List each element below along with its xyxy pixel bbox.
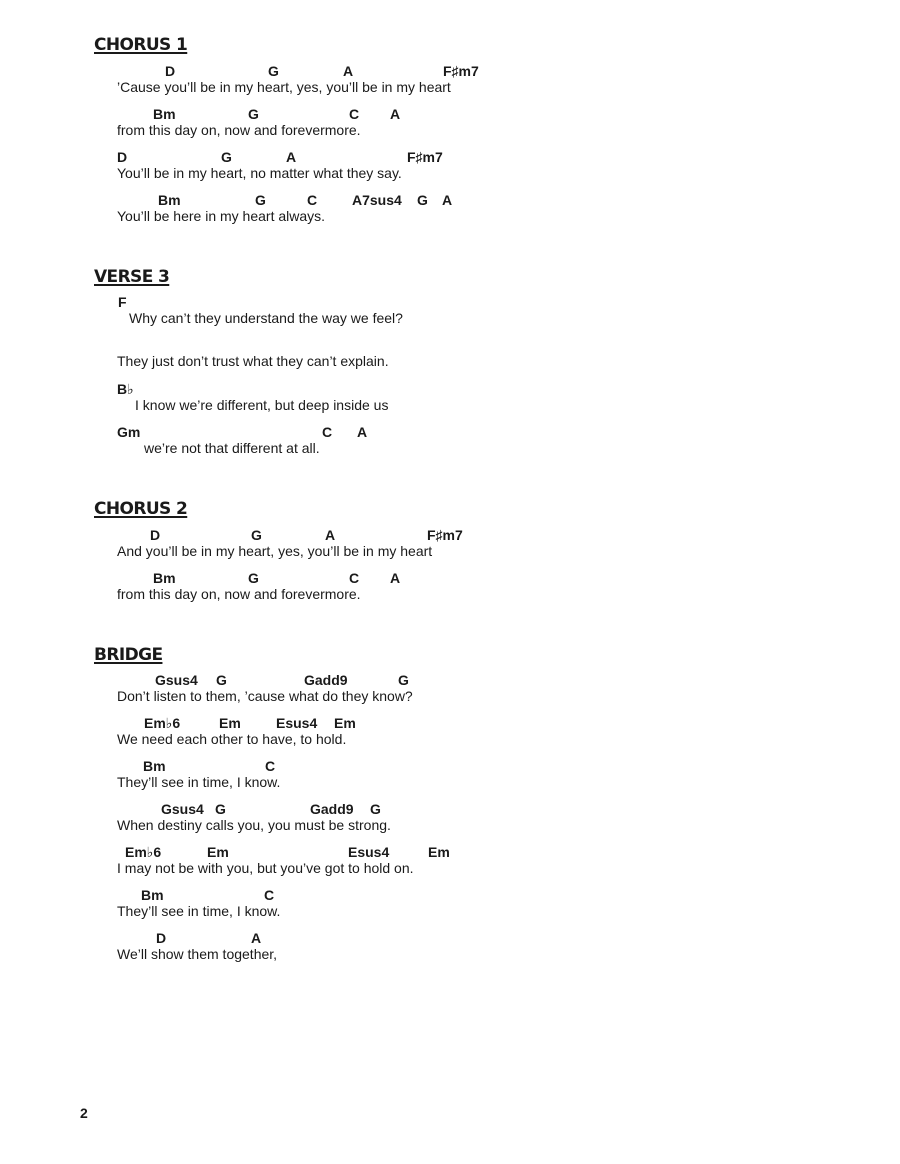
chord: A: [325, 527, 336, 543]
section-heading-chorus-2: CHORUS 2: [94, 499, 188, 519]
song-line: [0, 570, 900, 602]
chord: D: [117, 149, 128, 165]
chord: Gadd9: [310, 801, 354, 817]
chord: G: [370, 801, 381, 817]
chord: A: [286, 149, 297, 165]
chord: Esus4: [276, 715, 318, 731]
song-line: [0, 381, 900, 413]
section-heading-verse-3: VERSE 3: [94, 267, 170, 287]
chord: G: [268, 63, 279, 79]
chord: G: [417, 192, 428, 208]
chord: Em: [428, 844, 450, 860]
song-line: [0, 424, 900, 456]
lyric-line: from this day on, now and forevermore.: [117, 586, 361, 602]
chord: Bm: [158, 192, 181, 208]
chord: F♯m7: [427, 527, 463, 543]
chord: Bm: [153, 106, 176, 122]
lyric-line: Why can’t they understand the way we feel?: [129, 310, 403, 326]
lyric-line: from this day on, now and forevermore.: [117, 122, 361, 138]
chord: Bm: [143, 758, 166, 774]
lyric-line: ’Cause you’ll be in my heart, yes, you’ll be in my heart: [117, 79, 451, 95]
chord: A7sus4: [352, 192, 402, 208]
chord: Gadd9: [304, 672, 348, 688]
chord: B♭: [117, 381, 134, 397]
chord: G: [248, 106, 259, 122]
lyric-line: We’ll show them together,: [117, 946, 278, 962]
lyric-line: When destiny calls you, you must be strong.: [117, 817, 391, 833]
chord: G: [398, 672, 409, 688]
chord: F♯m7: [443, 63, 479, 79]
song-line: [0, 527, 900, 559]
chord: G: [215, 801, 226, 817]
lyric-line: They’ll see in time, I know.: [117, 903, 281, 919]
chord: A: [343, 63, 354, 79]
chord: Gsus4: [161, 801, 204, 817]
song-line: [0, 337, 900, 369]
chord: D: [156, 930, 167, 946]
chord: G: [221, 149, 232, 165]
chord: G: [248, 570, 259, 586]
chord: C: [307, 192, 318, 208]
song-line: [0, 672, 900, 704]
chord: Esus4: [348, 844, 390, 860]
chord: G: [251, 527, 262, 543]
chord: C: [264, 887, 275, 903]
chord: Gsus4: [155, 672, 198, 688]
chord: A: [442, 192, 453, 208]
section-heading-bridge: BRIDGE: [94, 645, 163, 665]
song-line: [0, 149, 900, 181]
section-heading-chorus-1: CHORUS 1: [94, 35, 188, 55]
lyric-line: They’ll see in time, I know.: [117, 774, 281, 790]
chord: A: [390, 106, 401, 122]
chord: Bm: [141, 887, 164, 903]
chord: C: [265, 758, 276, 774]
song-line: [0, 887, 900, 919]
song-line: [0, 715, 900, 747]
chord: C: [349, 106, 360, 122]
chord: G: [216, 672, 227, 688]
chord: A: [390, 570, 401, 586]
chord: Em: [334, 715, 356, 731]
chord: F: [118, 294, 127, 310]
song-line: [0, 294, 900, 326]
page-number: 2: [80, 1105, 88, 1121]
lyric-line: I know we’re different, but deep inside us: [135, 397, 389, 413]
chord: G: [255, 192, 266, 208]
chord: F♯m7: [407, 149, 443, 165]
lyric-line: we’re not that different at all.: [144, 440, 320, 456]
chord: Em♭6: [144, 715, 181, 731]
lyric-line: You’ll be here in my heart always.: [117, 208, 326, 224]
song-line: [0, 758, 900, 790]
lyric-line: And you’ll be in my heart, yes, you’ll be in my heart: [117, 543, 433, 559]
lyric-line: We need each other to have, to hold.: [117, 731, 347, 747]
chord: C: [322, 424, 333, 440]
lyric-line: You’ll be in my heart, no matter what they say.: [117, 165, 402, 181]
chord: D: [150, 527, 161, 543]
lyric-line: Don’t listen to them, ’cause what do they know?: [117, 688, 413, 704]
song-line: [0, 801, 900, 833]
chord: Bm: [153, 570, 176, 586]
chord: A: [251, 930, 262, 946]
lyric-line: They just don’t trust what they can’t explain.: [117, 353, 389, 369]
chord: D: [165, 63, 176, 79]
song-line: [0, 192, 900, 224]
song-line: [0, 106, 900, 138]
song-line: [0, 844, 900, 876]
chord: A: [357, 424, 368, 440]
chord: Em: [207, 844, 229, 860]
chord: C: [349, 570, 360, 586]
chord: Em: [219, 715, 241, 731]
chord: Gm: [117, 424, 141, 440]
song-line: [0, 930, 900, 962]
chord: Em♭6: [125, 844, 162, 860]
song-line: [0, 63, 900, 95]
lyric-line: I may not be with you, but you’ve got to hold on.: [117, 860, 414, 876]
